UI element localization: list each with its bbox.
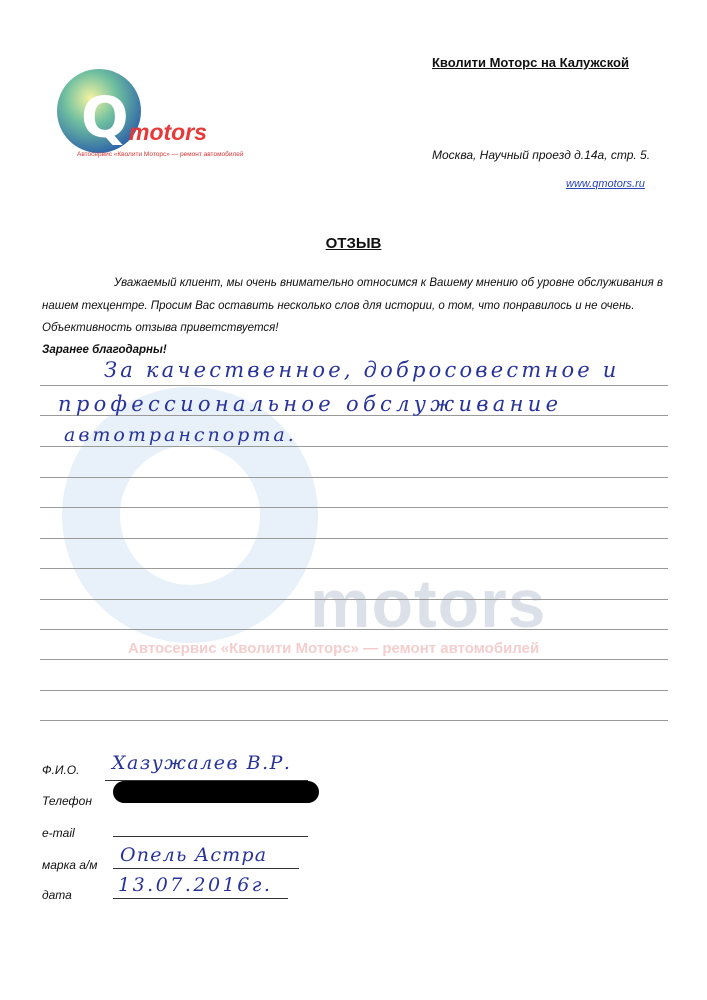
company-name: Кволити Моторс на Калужской (432, 55, 629, 70)
watermark-q-icon (60, 380, 320, 650)
date-field-line (113, 898, 288, 899)
logo-tagline: Автосервис «Кволити Моторс» — ремонт автомобилей (77, 151, 244, 158)
company-logo (55, 65, 245, 165)
review-line-3: автотранспорта. (64, 424, 297, 446)
date-value: 13.07.2016г. (118, 874, 273, 896)
website-link[interactable]: www.qmotors.ru (566, 178, 645, 190)
phone-label: Телефон (42, 794, 92, 808)
logo-text: motors (129, 119, 207, 145)
ruled-line (40, 629, 668, 630)
ruled-line (40, 507, 668, 508)
ruled-line (40, 538, 668, 539)
fio-label: Ф.И.О. (42, 763, 80, 777)
ruled-line (40, 568, 668, 569)
svg-text:Q: Q (81, 86, 129, 151)
page-title: ОТЗЫВ (325, 235, 382, 252)
ruled-line (40, 659, 668, 660)
car-label: марка а/м (42, 858, 98, 872)
ruled-line (40, 385, 668, 386)
intro-text: Уважаемый клиент, мы очень внимательно относимся к Вашему мнению об уровне обслуживания в нашем техцентре. Просим Вас оставить несколько слов для истории, о том, что понравилось и не очень. Объективность отзыва приветствуется! (42, 277, 663, 334)
ruled-line (40, 690, 668, 691)
ruled-line (40, 599, 668, 600)
ruled-line (40, 446, 668, 447)
watermark-tagline: Автосервис «Кволити Моторс» — ремонт автомобилей (128, 640, 540, 657)
ruled-line (40, 720, 668, 721)
review-line-2: профессиональное обслуживание (58, 392, 563, 416)
redaction-bar (113, 781, 319, 803)
watermark-text: motors (310, 566, 547, 642)
thanks-text: Заранее благодарны! (42, 344, 167, 356)
ruled-line (40, 477, 668, 478)
car-field-line (113, 868, 299, 869)
email-label: e-mail (42, 826, 75, 840)
email-field-line (113, 836, 308, 837)
fio-value: Хазужалев В.Р. (112, 752, 292, 774)
review-line-1: За качественное, добросовестное и (104, 358, 620, 382)
car-value: Опель Астра (120, 844, 268, 866)
company-address: Москва, Научный проезд д.14а, стр. 5. (432, 148, 651, 162)
date-label: дата (42, 888, 72, 902)
